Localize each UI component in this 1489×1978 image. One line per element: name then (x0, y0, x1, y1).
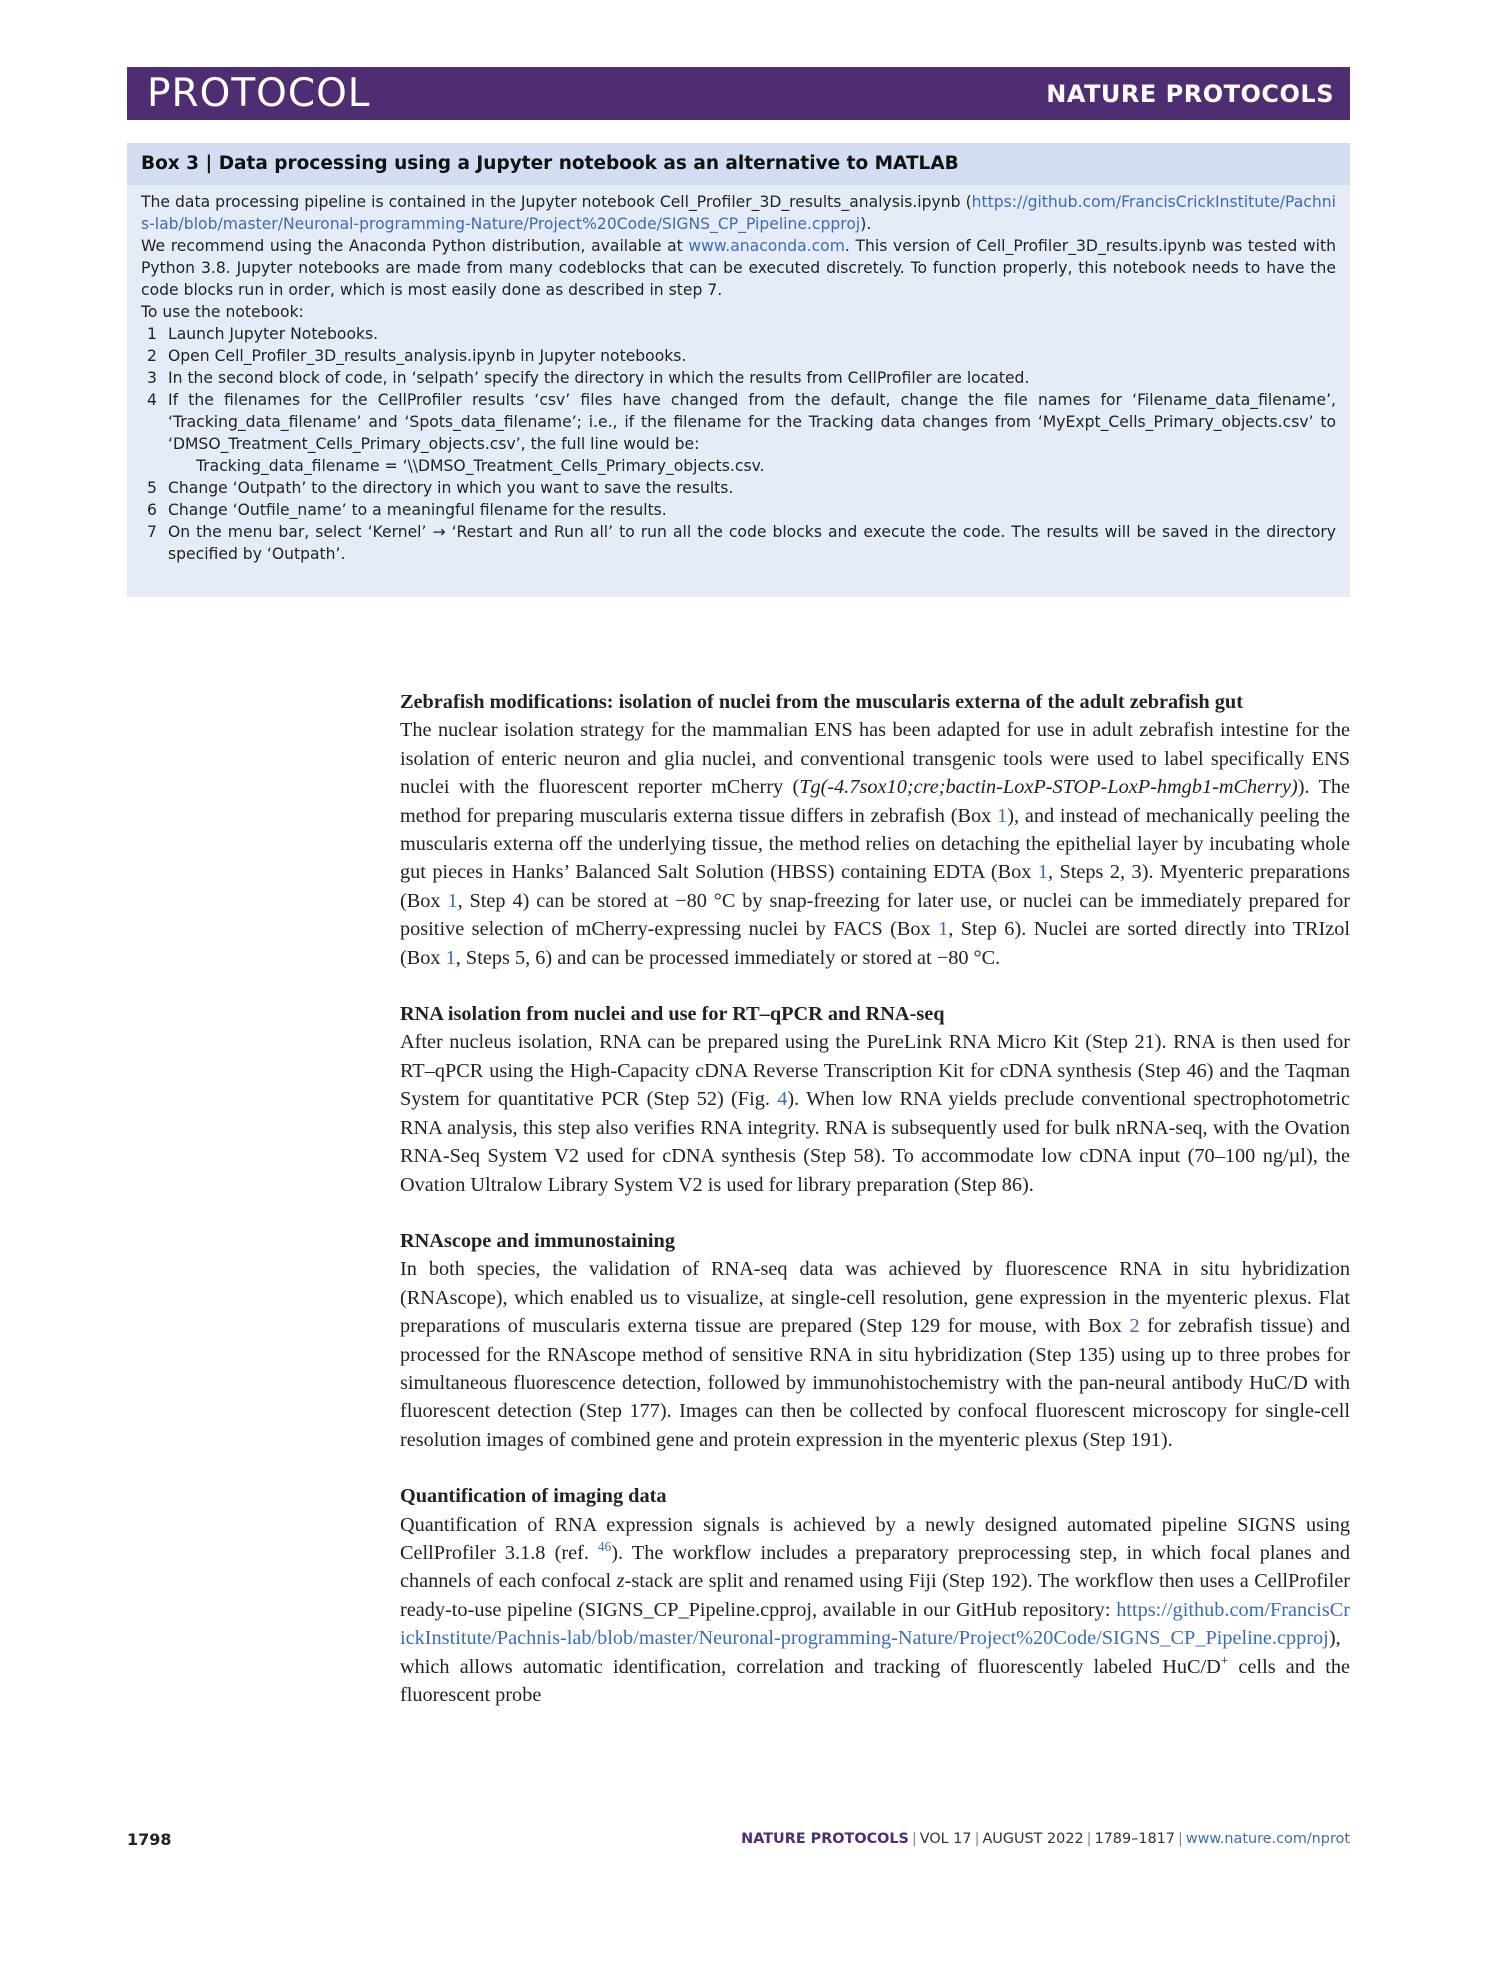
text: , Steps 5, 6) and can be processed immediately or stored at −80 °C. (455, 946, 1001, 969)
step-number: 7 (147, 523, 157, 541)
journal-name: NATURE PROTOCOLS (1046, 80, 1334, 108)
separator: | (974, 1831, 980, 1847)
list-item (141, 499, 1336, 521)
footer-pages: 1789–1817 (1094, 1831, 1175, 1847)
text: , Step 6). Nuclei are sorted directly into TRIzol (Box (400, 918, 1350, 969)
article-body (400, 688, 1350, 1737)
step-number: 4 (147, 391, 157, 409)
box-intro-paragraph (141, 191, 1336, 235)
box-anaconda-paragraph (141, 235, 1336, 301)
box-reference-link[interactable]: 1 (938, 918, 949, 941)
text: ). When low RNA yields preclude conventional spectrophotometric RNA analysis, this step also verifies RNA integrity. RNA is subsequently used for bulk nRNA-seq, with the Ovation RNA-Seq System V2 used for cDNA synthesis (Step 58). To accommodate low cDNA input (70–100 ng/µl), the Ovation Ultralow Library System V2 is used for library preparation (Step 86). (400, 1088, 1351, 1196)
page-number: 1798 (127, 1830, 172, 1849)
step-text: Open Cell_Profiler_3D_results_analysis.ipynb in Jupyter notebooks. (168, 347, 687, 365)
box-reference-link[interactable]: 1 (445, 946, 456, 969)
section-rna-isolation (400, 1000, 1350, 1199)
separator: | (1086, 1831, 1092, 1847)
step-text: In the second block of code, in ‘selpath’ specify the directory in which the results from CellProfiler are located. (168, 369, 1030, 387)
list-item (141, 521, 1336, 565)
box-reference-link[interactable]: 1 (1037, 861, 1048, 884)
figure-reference-link[interactable]: 4 (777, 1088, 788, 1111)
list-item (141, 345, 1336, 367)
section-paragraph (400, 1511, 1350, 1710)
step-text: Change ‘Outpath’ to the directory in which you want to save the results. (168, 479, 734, 497)
section-paragraph (400, 716, 1350, 972)
step-text: If the filenames for the CellProfiler results ‘csv’ files have changed from the default, change the file names for ‘Filename_data_filename’, ‘Tracking_data_filename’ and ‘Spots_data_filename’; i.e., if the filename for the Tracking data changes from ‘MyExpt_Cells_Primary_objects.csv’ to ‘DMSO_Treatment_Cells_Primary_objects.csv’, the full line would be: (168, 391, 1336, 453)
header-bar (127, 67, 1350, 120)
citation-link[interactable]: 46 (598, 1539, 612, 1555)
section-heading: RNA isolation from nuclei and use for RT–qPCR and RNA-seq (400, 1003, 945, 1026)
box-title: Box 3 | Data processing using a Jupyter notebook as an alternative to MATLAB (127, 143, 1350, 185)
text: , Steps 2, 3). Myenteric preparations (Box (400, 861, 1350, 912)
separator: | (911, 1831, 917, 1847)
step-text: Change ‘Outfile_name’ to a meaningful filename for the results. (168, 501, 667, 519)
footer-url[interactable]: www.nature.com/nprot (1185, 1831, 1350, 1847)
anaconda-link[interactable]: www.anaconda.com (688, 237, 845, 255)
section-paragraph (400, 1028, 1350, 1198)
box-body (127, 185, 1350, 565)
section-label: PROTOCOL (147, 71, 371, 116)
box-intro-text: The data processing pipeline is contained in the Jupyter notebook Cell_Profiler_3D_results_analysis.ipynb ( (141, 193, 972, 211)
step-number: 6 (147, 501, 157, 519)
footer-journal: NATURE PROTOCOLS (741, 1831, 909, 1847)
text: cells and the fluorescent probe (400, 1655, 1350, 1706)
box-3 (127, 143, 1350, 597)
text: ), which allows automatic identification, correlation and tracking of fluorescently labeled HuC/D (400, 1627, 1341, 1678)
anaconda-text-end: . This version of Cell_Profiler_3D_results.ipynb was tested with Python 3.8. Jupyter notebooks are made from many codeblocks that can be executed discretely. To function properly, this notebook needs to have the code blocks run in order, which is most easily done as described in step 7. (141, 237, 1336, 299)
text: for zebrafish tissue) and processed for the RNAscope method of sensitive RNA in situ hybridization (Step 135) using up to three probes for simultaneous fluorescence detection, followed by immunohistochemistry with the pan-neural antibody HuC/D with fluorescent detection (Step 177). Images can then be collected by confocal fluorescent microscopy for single-cell resolution images of combined gene and protein expression in the myenteric plexus (Step 191). (400, 1315, 1350, 1451)
notebook-steps-list (141, 323, 1336, 565)
list-item (141, 477, 1336, 499)
step-text: Launch Jupyter Notebooks. (168, 325, 379, 343)
section-paragraph (400, 1255, 1350, 1454)
section-quantification (400, 1482, 1350, 1709)
text: After nucleus isolation, RNA can be prepared using the PureLink RNA Micro Kit (Step 21). RNA is then used for RT–qPCR using the High-Capacity cDNA Reverse Transcription Kit for cDNA synthesis (Step 46) and the Taqman System for quantitative PCR (Step 52) (Fig. (400, 1031, 1350, 1111)
text: The nuclear isolation strategy for the mammalian ENS has been adapted for use in adult zebrafish intestine for the isolation of enteric neuron and glia nuclei, and conventional transgenic tools were used to label specifically ENS nuclei with the fluorescent reporter mCherry ( (400, 719, 1350, 799)
list-item (141, 367, 1336, 389)
text: In both species, the validation of RNA-seq data was achieved by fluorescence RNA in situ hybridization (RNAscope), which enabled us to visualize, at single-cell resolution, gene expression in the myenteric plexus. Flat preparations of muscularis externa tissue are prepared (Step 129 for mouse, with Box (400, 1258, 1350, 1338)
box-intro-text-end: ). (860, 215, 872, 233)
box-reference-link[interactable]: 1 (997, 804, 1008, 827)
box-reference-link[interactable]: 2 (1129, 1315, 1140, 1338)
anaconda-text: We recommend using the Anaconda Python distribution, available at (141, 237, 689, 255)
box-usage-intro: To use the notebook: (141, 303, 304, 321)
section-heading: Quantification of imaging data (400, 1485, 667, 1508)
list-item (141, 323, 1336, 345)
step-number: 5 (147, 479, 157, 497)
step-number: 2 (147, 347, 157, 365)
list-item (141, 389, 1336, 477)
section-rnascope (400, 1227, 1350, 1454)
text: ). The workflow includes a preparatory preprocessing step, in which focal planes and channels of each confocal (400, 1541, 1350, 1593)
section-heading: RNAscope and immunostaining (400, 1229, 675, 1252)
footer-volume: VOL 17 (919, 1831, 972, 1847)
step-number: 3 (147, 369, 157, 387)
step-number: 1 (147, 325, 157, 343)
separator: | (1177, 1831, 1183, 1847)
footer-date: AUGUST 2022 (982, 1831, 1084, 1847)
superscript-plus: + (1220, 1652, 1229, 1668)
text: , Step 4) can be stored at −80 °C by snap-freezing for later use, or nuclei can be immediately prepared for positive selection of mCherry-expressing nuclei by FACS (Box (400, 889, 1350, 941)
step-code-line: Tracking_data_filename = ‘\\DMSO_Treatment_Cells_Primary_objects.csv. (196, 457, 765, 475)
step-text: On the menu bar, select ‘Kernel’ → ‘Restart and Run all’ to run all the code blocks and execute the code. The results will be saved in the directory specified by ‘Outpath’. (168, 523, 1336, 563)
text: ). The method for preparing muscularis externa tissue differs in zebrafish (Box (400, 776, 1351, 827)
section-zebrafish (400, 688, 1350, 972)
text: -stack are split and renamed using Fiji (Step 192). The workflow then uses a CellProfiler ready-to-use pipeline (SIGNS_CP_Pipeline.cpproj, available in our GitHub repository: (400, 1570, 1351, 1621)
italic-term: z (616, 1570, 625, 1593)
pipeline-github-link[interactable]: https://github.com/FrancisCrickInstitute/Pachnis-lab/blob/master/Neuronal-programming-Nature/Project%20Code/SIGNS_CP_Pipeline.cpproj (400, 1598, 1350, 1650)
section-heading: Zebrafish modifications: isolation of nuclei from the muscularis externa of the adult zebrafish gut (400, 691, 1243, 713)
notebook-github-link[interactable]: https://github.com/FrancisCrickInstitute/Pachnis-lab/blob/master/Neuronal-programming-Nature/Project%20Code/SIGNS_CP_Pipeline.cpproj (141, 193, 1336, 233)
box-reference-link[interactable]: 1 (447, 889, 458, 912)
text: ), and instead of mechanically peeling the muscularis externa off the underlying tissue, the method relies on detaching the epithelial layer by incubating whole gut pieces in Hanks’ Balanced Salt Solution (HBSS) containing EDTA (Box (400, 804, 1350, 884)
text: Quantification of RNA expression signals is achieved by a newly designed automated pipeline SIGNS using CellProfiler 3.1.8 (ref. (400, 1513, 1350, 1564)
footer-citation (741, 1831, 1350, 1847)
transgene-name: Tg(-4.7sox10;cre;bactin-LoxP-STOP-LoxP-hmgb1-mCherry) (799, 776, 1298, 799)
